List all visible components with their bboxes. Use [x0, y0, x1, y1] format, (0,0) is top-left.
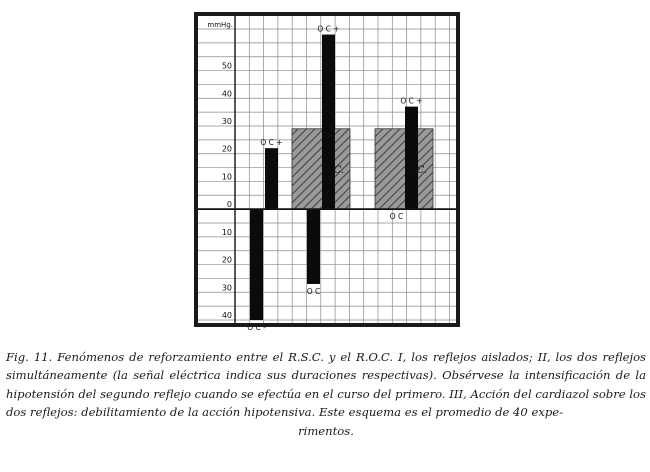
bar-label: O C + — [400, 96, 423, 106]
bar — [405, 107, 418, 210]
y-tick-label: 30 — [221, 283, 232, 293]
y-tick-label: 20 — [221, 255, 232, 265]
bar-label: O C — [389, 212, 404, 222]
bar-label: O C - — [247, 323, 266, 332]
y-tick-label: 30 — [221, 117, 232, 126]
y-tick-label: 10 — [221, 172, 232, 182]
bar-label: O C + — [260, 138, 283, 148]
caption-last-line: rimentos. — [298, 423, 354, 438]
y-tick-label: 20 — [221, 144, 232, 154]
y-tick-label: 10 — [221, 227, 232, 237]
bar-chart — [198, 16, 456, 332]
bar — [250, 209, 263, 320]
figure-frame — [194, 12, 460, 332]
y-tick-label: 50 — [221, 61, 232, 71]
y-tick-label: 40 — [221, 311, 232, 320]
signal-label: S.C. — [406, 164, 428, 176]
bar — [322, 35, 335, 210]
bar-label: O C + — [317, 24, 340, 34]
y-unit-label: mmHg. — [207, 21, 233, 29]
y-tick-label: 40 — [221, 89, 232, 99]
bar — [307, 209, 320, 284]
bar-label: O C — [306, 286, 321, 296]
figure-caption — [6, 348, 646, 440]
caption-text: Fig. 11. Fenómenos de reforzamiento entre el R.S.C. y el R.O.C. I, los reflejos aislados; II, los dos reflejos simultáneamente (la señal eléctrica indica sus duraciones respectivas). Obsérvese la intensificación de la hipotensión del segundo reflejo cuando se efectúa en el curso del primero. III, Acción del cardiazol sobre los dos reflejos: debilitamiento de la acción hipotensiva. Este esquema es el promedio de 40 expe- — [6, 350, 646, 420]
signal-label: S.C. — [323, 164, 345, 176]
y-tick-label: 0 — [226, 200, 232, 210]
bar — [265, 148, 278, 209]
